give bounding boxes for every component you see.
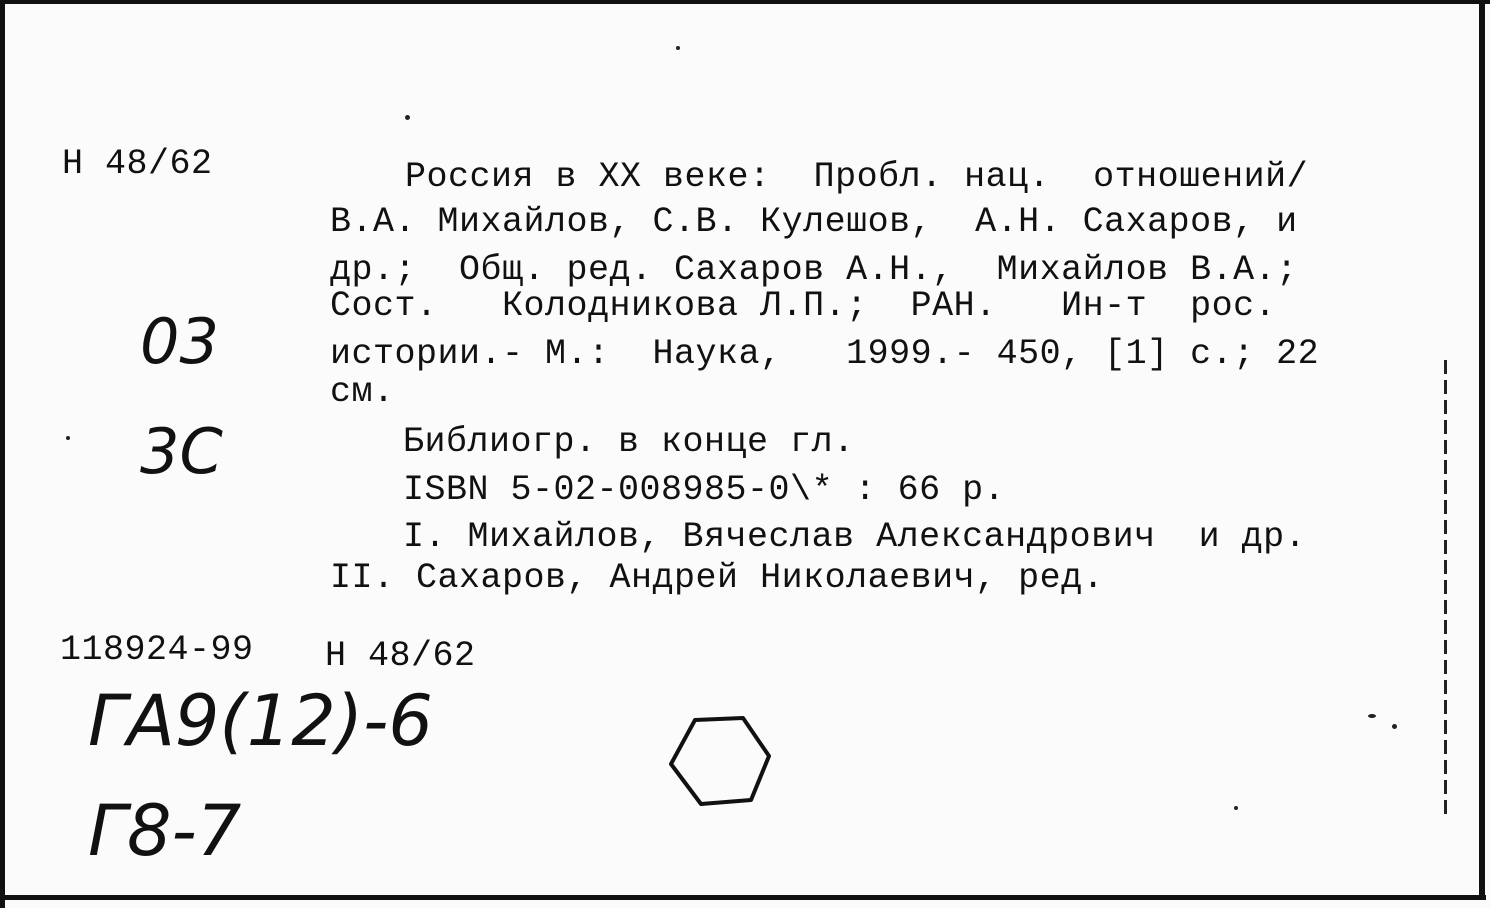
speck xyxy=(1234,806,1238,810)
card-border-right xyxy=(1479,0,1485,900)
record-line-4: Сост. Колодникова Л.П.; РАН. Ин-т рос. xyxy=(330,286,1277,326)
speck xyxy=(1368,714,1376,718)
isbn-line: ISBN 5-02-008985-0\* : 66 р. xyxy=(403,470,1006,510)
handwritten-mark-3c: 3С xyxy=(140,415,223,488)
record-line-5: истории.- М.: Наука, 1999.- 450, [1] с.; 22 xyxy=(330,334,1320,374)
speck xyxy=(66,436,70,440)
card-border-top xyxy=(0,0,1490,4)
handwritten-mark-03: 03 xyxy=(140,305,219,378)
shelf-mark-bottom: Н 48/62 xyxy=(325,636,476,676)
accession-number: 118924-99 xyxy=(60,630,254,670)
speck xyxy=(676,46,680,50)
added-entry-2: II. Сахаров, Андрей Николаевич, ред. xyxy=(330,558,1105,598)
bibliography-note: Библиогр. в конце гл. xyxy=(403,422,855,462)
record-line-1: Россия в XX веке: Пробл. нац. отношений/ xyxy=(405,157,1309,197)
card-border-bottom xyxy=(0,895,1486,900)
handwritten-classification: ГА9(12)-6 xyxy=(88,680,433,762)
record-line-2: В.А. Михайлов, С.В. Кулешов, А.Н. Сахаров, и xyxy=(330,202,1298,242)
record-line-3: др.; Общ. ред. Сахаров А.Н., Михайлов В.А.; xyxy=(330,250,1298,290)
shelf-mark: Н 48/62 xyxy=(62,144,213,184)
hand-drawn-circle-icon xyxy=(665,712,777,812)
speck xyxy=(1392,724,1397,729)
card-edge-dashes xyxy=(1444,360,1447,820)
added-entry-1: I. Михайлов, Вячеслав Александрович и др. xyxy=(403,517,1307,557)
record-line-6: см. xyxy=(330,372,395,412)
speck xyxy=(405,115,410,120)
card-border-left xyxy=(0,0,5,908)
handwritten-location: Г8-7 xyxy=(88,790,242,872)
